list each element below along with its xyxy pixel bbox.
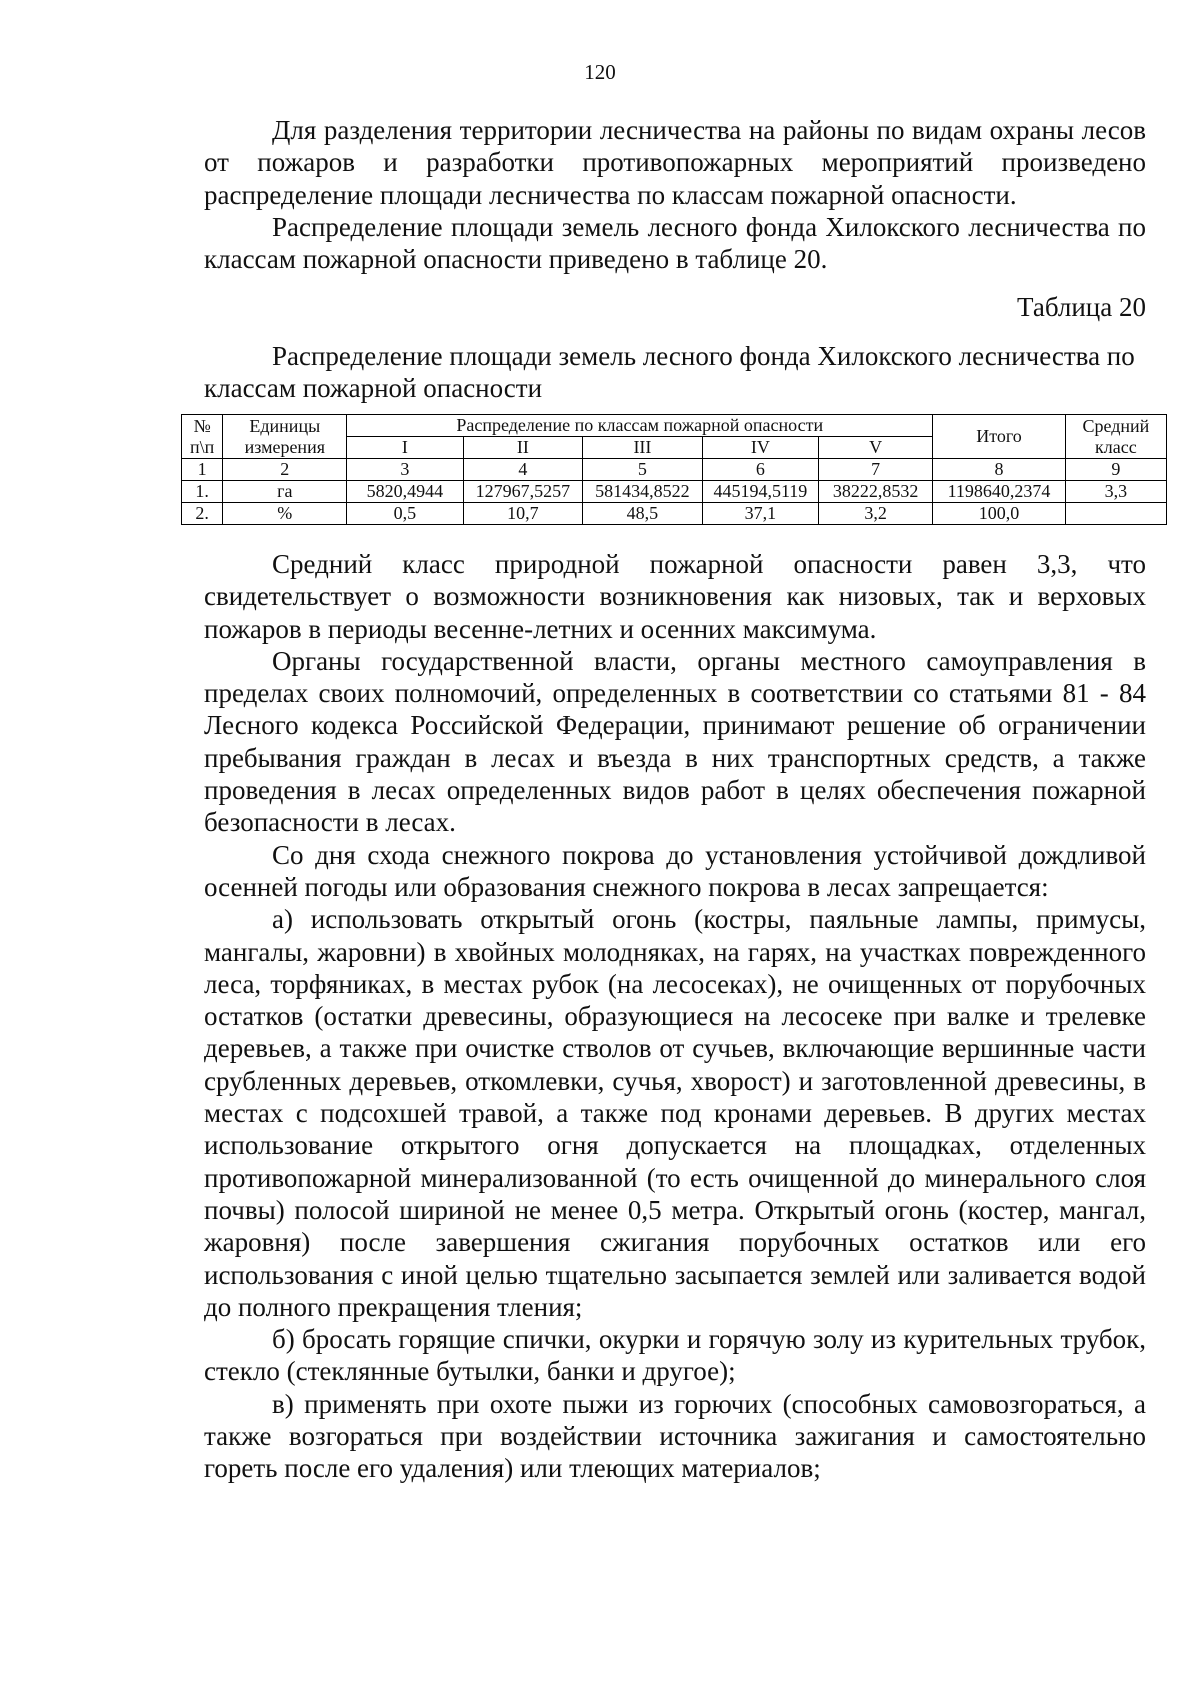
- header-number: № п\п: [182, 415, 223, 459]
- header-units: Единицы измерения: [223, 415, 347, 459]
- table-cell: 0,5: [347, 503, 463, 525]
- paragraph: Со дня схода снежного покрова до установления устойчивой дождливой осенней погоды или образования снежного покрова в лесах запрещается:: [204, 839, 1146, 902]
- column-number: 6: [702, 459, 818, 481]
- header-class: V: [819, 437, 933, 459]
- header-class: IV: [702, 437, 818, 459]
- table-cell: %: [223, 503, 347, 525]
- header-average-class: Средний класс: [1065, 415, 1166, 459]
- list-item: в) применять при охоте пыжи из горючих (способных самовозгораться, а также возгораться при воздействии источника зажигания и самостоятельно гореть после его удаления) или тлеющих материалов;: [204, 1388, 1146, 1484]
- header-class: I: [347, 437, 463, 459]
- table-cell: 445194,5119: [702, 481, 818, 503]
- page-number: 120: [584, 60, 616, 84]
- intro-section: [204, 114, 1146, 275]
- column-number: 2: [223, 459, 347, 481]
- table-label: Таблица 20: [1017, 292, 1146, 322]
- table-cell: 38222,8532: [819, 481, 933, 503]
- table-header-row: [182, 415, 1167, 437]
- table-cell: 127967,5257: [463, 481, 583, 503]
- table-cell: 37,1: [702, 503, 818, 525]
- column-number: 8: [933, 459, 1066, 481]
- header-total: Итого: [933, 415, 1066, 459]
- paragraph: Средний класс природной пожарной опасности равен 3,3, что свидетельствует о возможности возникновения как низовых, так и верховых пожаров в периоды весенне-летних и осенних максимума.: [204, 549, 1146, 644]
- header-class: II: [463, 437, 583, 459]
- column-number: 3: [347, 459, 463, 481]
- table-row: [182, 503, 1167, 525]
- paragraph: Распределение площади земель лесного фонда Хилокского лесничества по классам пожарной опасности приведено в таблице 20.: [204, 211, 1146, 275]
- list-item: б) бросать горящие спички, окурки и горячую золу из курительных трубок, стекло (стеклянные бутылки, банки и другое);: [204, 1324, 1146, 1387]
- table-cell: [1065, 503, 1166, 525]
- table-cell: 1.: [182, 481, 223, 503]
- table-column-number-row: [182, 459, 1167, 481]
- column-number: 7: [819, 459, 933, 481]
- table-row: [182, 481, 1167, 503]
- column-number: 4: [463, 459, 583, 481]
- column-number: 1: [182, 459, 223, 481]
- list-item: а) использовать открытый огонь (костры, паяльные лампы, примусы, мангалы, жаровни) в хвойных молодняках, на гарях, на участках поврежденного леса, торфяниках, в местах рубок (на лесосеках), не очищенных от порубочных остатков (остатки древесины, образующиеся на лесосеке при валке и трелевке деревьев, а также при очистке стволов от сучьев, включающие вершинные части срубленных деревьев, откомлевки, сучья, хворост) и заготовленной древесины, в местах с подсохшей травой, а также под кронами деревьев. В других местах использование открытого огня допускается на площадках, отделенных противопожарной минерализованной (то есть очищенной до минерального слоя почвы) полосой шириной не менее 0,5 метра. Открытый огонь (костер, мангал, жаровня) после завершения сжигания порубочных остатков или его использования с иной целью тщательно засыпается землей или заливается водой до полного прекращения тления;: [204, 904, 1146, 1322]
- table-cell: 3,2: [819, 503, 933, 525]
- table-cell: 10,7: [463, 503, 583, 525]
- body-section: [204, 548, 1146, 1485]
- table-cell: 3,3: [1065, 481, 1166, 503]
- paragraph: Органы государственной власти, органы местного самоуправления в пределах своих полномочий, определенных в соответствии со статьями 81 - 84 Лесного кодекса Российской Федерации, принимают решение об ограничении пребывания граждан в лесах и въезда в них транспортных средств, а также проведения в лесах определенных видов работ в целях обеспечения пожарной безопасности в лесах.: [204, 645, 1146, 838]
- table-cell: 5820,4944: [347, 481, 463, 503]
- table-cell: 581434,8522: [583, 481, 703, 503]
- table-cell: 2.: [182, 503, 223, 525]
- table-caption-block: [204, 340, 1146, 405]
- table-cell: 48,5: [583, 503, 703, 525]
- table-cell: 100,0: [933, 503, 1066, 525]
- paragraph: Для разделения территории лесничества на районы по видам охраны лесов от пожаров и разработки противопожарных мероприятий произведено распределение площади лесничества по классам пожарной опасности.: [204, 115, 1146, 210]
- column-number: 5: [583, 459, 703, 481]
- fire-class-table: [181, 414, 1167, 525]
- header-distribution: Распределение по классам пожарной опасности: [347, 415, 933, 437]
- table-caption: Распределение площади земель лесного фонда Хилокского лесничества по классам пожарной опасности: [204, 341, 1135, 404]
- header-class: III: [583, 437, 703, 459]
- table-label-block: [204, 291, 1146, 323]
- column-number: 9: [1065, 459, 1166, 481]
- table-cell: га: [223, 481, 347, 503]
- table-cell: 1198640,2374: [933, 481, 1066, 503]
